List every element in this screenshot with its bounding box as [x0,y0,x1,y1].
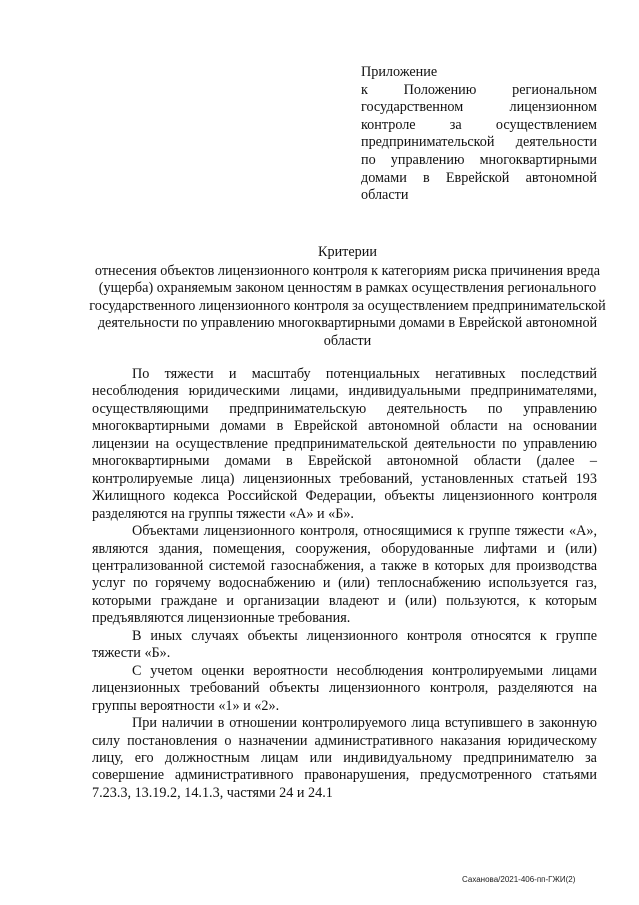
criteria-heading: Критерии [318,244,377,260]
appendix-block [361,64,597,205]
document-text [92,366,597,802]
footer-document-code: Саханова/2021-406-пп-ГЖИ(2) [462,875,576,884]
paragraph-severity-groups: По тяжести и масштабу потенциальных негативных последствий несоблюдения юридическими лицами, индивидуальными предпринимателями, осуществляющими предпринимательскую деятельность по управлению многоквартирными домами в Еврейской автономной области на основании лицензии на осуществление предпринимательской деятельности по управлению многоквартирными домами в Еврейской автономной области (далее – контролируемые лица) лицензионных требований, установленных статьей 193 Жилищного кодекса Российской Федерации, объекты лицензионного контроля разделяются на группы тяжести «А» и «Б». [92,366,597,522]
criteria-subtitle: отнесения объектов лицензионного контроля к категориям риска причинения вреда (ущерба) охраняемым законом ценностям в рамках осуществления регионального государственного лицензионного контроля за осуществлением предпринимательской деятельности по управлению многоквартирными домами в Еврейской автономной области [89,262,606,349]
paragraph-administrative-penalty: При наличии в отношении контролируемого лица вступившего в законную силу постановления о назначении административного наказания юридическому лицу, его должностным лицам или индивидуальному предпринимателю за совершение административного правонарушения, предусмотренного статьями 7.23.3, 13.19.2, 14.1.3, частями 24 и 24.1 [92,715,597,801]
paragraph-group-a: Объектами лицензионного контроля, относящимися к группе тяжести «А», являются здания, помещения, сооружения, оборудованные лифтами и (или) централизованной системой газоснабжения, а также в которых для производства услуг по горячему водоснабжению и (или) теплоснабжению используется газ, которыми граждане и организации владеют и (или) пользуются, к которым предъявляются лицензионные требования. [92,523,597,627]
paragraph-probability-groups: С учетом оценки вероятности несоблюдения контролируемыми лицами лицензионных требований объекты лицензионного контроля, разделяются на группы вероятности «1» и «2». [92,662,597,714]
paragraph-group-b: В иных случаях объекты лицензионного контроля относятся к группе тяжести «Б». [92,627,597,662]
appendix-title: Приложение [361,64,438,80]
criteria-block [80,244,615,350]
appendix-body: к Положению региональном государственном лицензионном контроле за осуществлением предпринимательской деятельности по управлению многоквартирными домами в Еврейской автономной области [361,81,597,204]
